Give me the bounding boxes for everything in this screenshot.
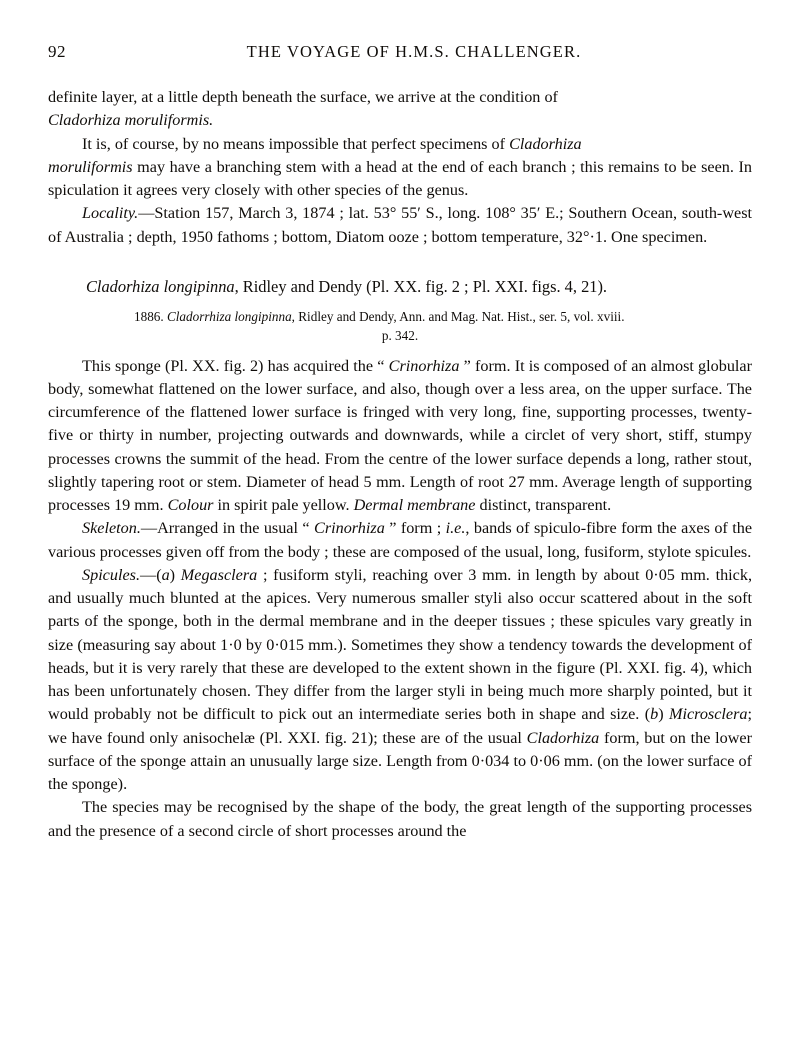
para2-italic-1: Cladorhiza bbox=[509, 134, 582, 153]
reference-rest: , Ridley and Dendy, Ann. and Mag. Nat. Hist., ser. 5, vol. xviii. bbox=[291, 309, 625, 325]
skeleton-label: Skeleton. bbox=[82, 519, 141, 538]
spacer bbox=[48, 346, 752, 355]
paragraph-recognition: The species may be recognised by the shape of the body, the great length of the supporting processes and the presence of a second circle of short processes around the bbox=[48, 798, 752, 840]
spicules-italic-cladorhiza: Cladorhiza bbox=[526, 728, 600, 747]
desc-part-a: This sponge (Pl. XX. fig. 2) has acquired the “ bbox=[82, 356, 389, 375]
bibliographic-reference-page: p. 342. bbox=[381, 328, 419, 344]
locality-text: —Station 157, March 3, 1874 ; lat. 53° 55′ S., long. 108° 35′ E.; Southern Ocean, south-west of Australia ; depth, 1950 fathoms ; bottom, Diatom ooze ; bottom temperature, 32°·1. One specimen. bbox=[48, 204, 752, 246]
para2-italic-2: moruliformis bbox=[48, 157, 133, 176]
spicules-part-b: ) bbox=[169, 565, 181, 584]
spicules-italic-megasclera: Megasclera bbox=[180, 565, 258, 584]
spicules-item-b: b bbox=[650, 705, 659, 724]
running-title: THE VOYAGE OF H.M.S. CHALLENGER. bbox=[246, 42, 582, 61]
skeleton-part-a: —Arranged in the usual “ bbox=[140, 519, 315, 538]
species-heading-name: Cladorhiza longipinna bbox=[86, 276, 235, 296]
species-heading bbox=[48, 275, 752, 299]
skeleton-italic-crinorhiza: Crinorhiza bbox=[314, 519, 385, 538]
desc-italic-crinorhiza: Crinorhiza bbox=[388, 356, 460, 375]
skeleton-part-c: , bands of spiculo-fibre form the axes of the various processes given off from the body ; these are composed of the usual, long, fusiform, stylote spicules. bbox=[48, 519, 753, 561]
spicules-part-d: ) bbox=[658, 705, 669, 724]
spicules-part-a: —( bbox=[140, 565, 162, 584]
reference-species: Cladorrhiza longipinna bbox=[166, 309, 292, 325]
page-number: 92 bbox=[48, 42, 66, 61]
paragraph-locality bbox=[48, 202, 752, 249]
spicules-part-e: ; we have found only anisochelæ (Pl. XXI. fig. 21); these are of the usual bbox=[48, 705, 752, 747]
locality-label: Locality. bbox=[82, 204, 139, 223]
paragraph-2 bbox=[48, 133, 752, 203]
desc-part-d: distinct, transparent. bbox=[475, 496, 612, 515]
spacer bbox=[48, 298, 752, 307]
para2-part-a: It is, of course, by no means impossible that perfect specimens of bbox=[82, 134, 510, 153]
paragraph-continuation bbox=[48, 86, 752, 109]
para1-text: definite layer, at a little depth beneath the surface, we arrive at the condition of bbox=[48, 88, 558, 106]
desc-part-c: in spirit pale yellow. bbox=[213, 496, 354, 515]
para2-part-b: may have a branching stem with a head at the end of each branch ; this remains to be seen. In spiculation it agrees very closely with other species of the genus. bbox=[48, 157, 752, 199]
species-name-italic: Cladorhiza moruliformis. bbox=[48, 111, 214, 130]
skeleton-italic-ie: i.e. bbox=[445, 519, 466, 538]
page-body bbox=[48, 86, 752, 843]
spicules-label: Spicules. bbox=[82, 565, 140, 584]
spicules-part-f: form, but on the lower surface of the sponge attain an unusually large size. Length from 0·034 to 0·06 mm. (on the lower surface of the sponge). bbox=[48, 728, 752, 794]
paragraph-description bbox=[48, 355, 752, 518]
desc-italic-dermal-membrane: Dermal membrane bbox=[353, 496, 476, 515]
paragraph-spicules bbox=[48, 564, 752, 797]
bibliographic-reference bbox=[48, 307, 752, 326]
para1-italic-line bbox=[48, 109, 752, 132]
spicules-part-c: ; fusiform styli, reaching over 3 mm. in length by about 0·05 mm. thick, and usually much blunted at the apices. Very numerous smaller styli also occur scattered about in the soft parts of the sponge, both in the dermal membrane and in the deeper tissues ; these spicules vary greatly in size (measuring say about 1·0 by 0·015 mm.). Sometimes they show a tendency towards the development of heads, but it is very rarely that these are developed to the extent shown in the figure (Pl. XXI. fig. 4), which has been unfortunately chosen. They differ from the larger styli in being much more sharply pointed, but it would probably not be difficult to pick out an intermediate series both in shape and size. ( bbox=[48, 565, 752, 724]
page-header bbox=[0, 42, 800, 64]
reference-year: 1886. bbox=[134, 309, 167, 325]
spicules-item-a: a bbox=[161, 565, 170, 584]
spacer bbox=[48, 249, 752, 275]
skeleton-part-b: ” form ; bbox=[384, 519, 446, 538]
paragraph-skeleton bbox=[48, 517, 752, 564]
desc-part-b: ” form. It is composed of an almost globular body, somewhat flattened on the lower surface, and also, though over a less area, on the upper surface. The circumference of the flattened lower surface is fringed with very long, fine, supporting processes, twenty-five or thirty in number, projecting outwards and downwards, while a circlet of very short, stiff, stumpy processes crowns the summit of the head. From the centre of the lower surface depends a long, rather stout, slightly tapering root or stem. Diameter of head 5 mm. Length of root 27 mm. Average length of supporting processes 19 mm. bbox=[48, 356, 753, 515]
species-heading-rest: , Ridley and Dendy (Pl. XX. fig. 2 ; Pl. XXI. figs. 4, 21). bbox=[234, 276, 608, 296]
desc-italic-colour: Colour bbox=[167, 496, 214, 515]
spicules-italic-microsclera: Microsclera bbox=[668, 705, 748, 724]
